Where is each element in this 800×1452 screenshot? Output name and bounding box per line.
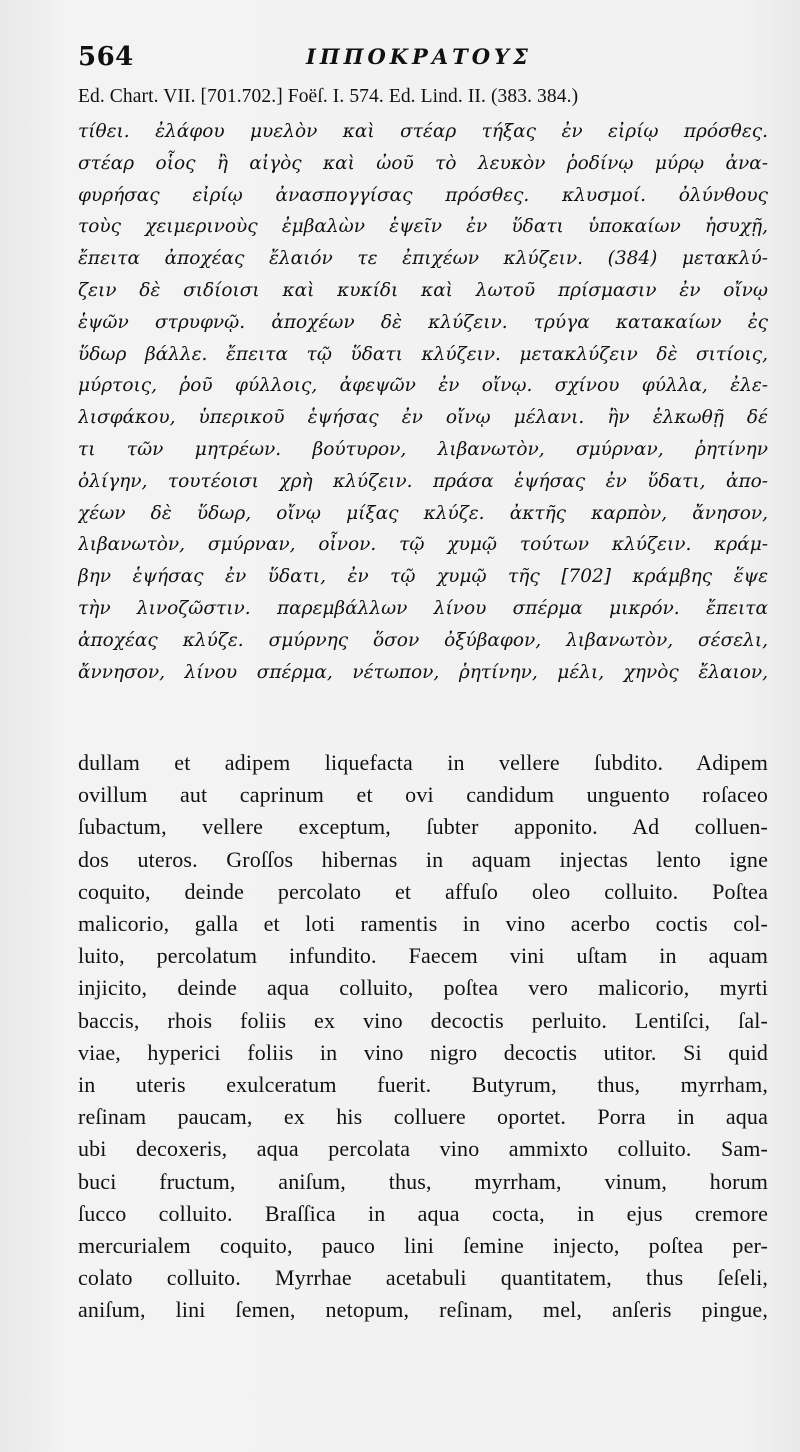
greek-text-block bbox=[78, 116, 768, 688]
greek-line: ὕδωρ βάλλε. ἔπειτα τῷ ὕδατι κλύζειν. μετακλύζειν δὲ σιτίοις, bbox=[78, 343, 768, 365]
greek-line: ἀποχέας κλύζε. σμύρνης ὅσον ὀξύβαφον, λιβανωτὸν, σέσελι, bbox=[78, 629, 768, 651]
greek-line: χέων δὲ ὕδωρ, οἴνῳ μίξας κλύζε. ἀκτῆς καρπὸν, ἄνησον, bbox=[78, 502, 768, 524]
running-title: ΙΠΠΟΚΡΑΤΟΥΣ bbox=[306, 44, 532, 69]
latin-line: viae, hyperici foliis in vino nigro decoctis utitor. Si quid bbox=[78, 1039, 768, 1065]
greek-line: τι τῶν μητρέων. βούτυρον, λιβανωτὸν, σμύρναν, ῥητίνην bbox=[78, 438, 768, 460]
page-header bbox=[78, 42, 758, 82]
latin-line: buci fructum, aniſum, thus, myrrham, vinum, horum bbox=[78, 1168, 768, 1194]
latin-line: dullam et adipem liquefacta in vellere ſubdito. Adipem bbox=[78, 750, 768, 775]
latin-line: ovillum aut caprinum et ovi candidum unguento roſaceo bbox=[78, 782, 768, 808]
latin-line: injicito, deinde aqua colluito, poſtea vero malicorio, myrti bbox=[78, 975, 768, 1001]
latin-line: luito, percolatum infundito. Faecem vini uſtam in aquam bbox=[78, 943, 768, 969]
latin-line: ubi decoxeris, aqua percolata vino ammixto colluito. Sam- bbox=[78, 1136, 768, 1162]
greek-line: φυρήσας εἰρίῳ ἀνασπογγίσας πρόσθες. κλυσμοί. ὀλύνθους bbox=[78, 184, 768, 206]
greek-line: ζειν δὲ σιδίοισι καὶ κυκίδι καὶ λωτοῦ πρίσμασιν ἐν οἴνῳ bbox=[78, 279, 768, 301]
latin-line: colato colluito. Myrrhae acetabuli quantitatem, thus ſeſeli, bbox=[78, 1265, 768, 1291]
greek-line: ἔπειτα ἀποχέας ἔλαιόν τε ἐπιχέων κλύζειν. (384) μετακλύ- bbox=[78, 248, 768, 270]
greek-line: μύρτοις, ῥοῦ φύλλοις, ἀφεψῶν ἐν οἴνῳ. σχίνου φύλλα, ἐλε- bbox=[78, 375, 768, 397]
greek-line: τὴν λινοζῶστιν. παρεμβάλλων λίνου σπέρμα μικρόν. ἔπειτα bbox=[78, 597, 768, 619]
greek-line: λιβανωτὸν, σμύρναν, οἶνον. τῷ χυμῷ τούτων κλύζειν. κράμ- bbox=[78, 534, 768, 556]
latin-line: malicorio, galla et loti ramentis in vino acerbo coctis col- bbox=[78, 911, 768, 937]
greek-line: ἑψῶν στρυφνῷ. ἀποχέων δὲ κλύζειν. τρύγα κατακαίων ἐς bbox=[78, 311, 768, 333]
latin-line: aniſum, lini ſemen, netopum, reſinam, mel, anſeris pingue, bbox=[78, 1297, 768, 1323]
greek-line: ὀλίγην, τουτέοισι χρὴ κλύζειν. πράσα ἑψήσας ἐν ὕδατι, ἀπο- bbox=[78, 470, 768, 492]
latin-line: ſucco colluito. Braſſica in aqua cocta, in ejus cremore bbox=[78, 1200, 768, 1226]
latin-line: reſinam paucam, ex his colluere oportet. Porra in aqua bbox=[78, 1104, 768, 1130]
latin-line: dos uteros. Groſſos hibernas in aquam injectas lento igne bbox=[78, 846, 768, 872]
latin-line: coquito, deinde percolato et affuſo oleo colluito. Poſtea bbox=[78, 878, 768, 904]
greek-line: λισφάκου, ὑπερικοῦ ἑψήσας ἐν οἴνῳ μέλανι. ἢν ἑλκωθῇ δέ bbox=[78, 407, 768, 429]
greek-line: τοὺς χειμερινοὺς ἐμβαλὼν ἑψεῖν ἐν ὕδατι ὑποκαίων ἡσυχῇ, bbox=[78, 216, 768, 238]
edition-reference-line: Ed. Chart. VII. [701.702.] Foëſ. I. 574. Ed. Lind. II. (383. 384.) bbox=[78, 86, 579, 107]
latin-line: baccis, rhois foliis ex vino decoctis perluito. Lentiſci, ſal- bbox=[78, 1007, 768, 1033]
page-number: 564 bbox=[78, 42, 134, 72]
greek-line: στέαρ οἷος ἢ αἰγὸς καὶ ὠοῦ τὸ λευκὸν ῥοδίνῳ μύρῳ ἀνα- bbox=[78, 152, 768, 174]
latin-translation-block bbox=[78, 747, 768, 1327]
latin-line: in uteris exulceratum fuerit. Butyrum, thus, myrrham, bbox=[78, 1072, 768, 1098]
greek-line: ἄννησον, λίνου σπέρμα, νέτωπον, ῥητίνην, μέλι, χηνὸς ἔλαιον, bbox=[78, 661, 768, 683]
latin-line: mercurialem coquito, pauco lini ſemine injecto, poſtea per- bbox=[78, 1233, 768, 1259]
latin-line: ſubactum, vellere exceptum, ſubter apponito. Ad colluen- bbox=[78, 814, 768, 840]
greek-line: τίθει. ἐλάφου μυελὸν καὶ στέαρ τήξας ἐν εἰρίῳ πρόσθες. bbox=[78, 121, 768, 142]
greek-line: βην ἑψήσας ἐν ὕδατι, ἐν τῷ χυμῷ τῆς [702] κράμβης ἕψε bbox=[78, 566, 768, 588]
